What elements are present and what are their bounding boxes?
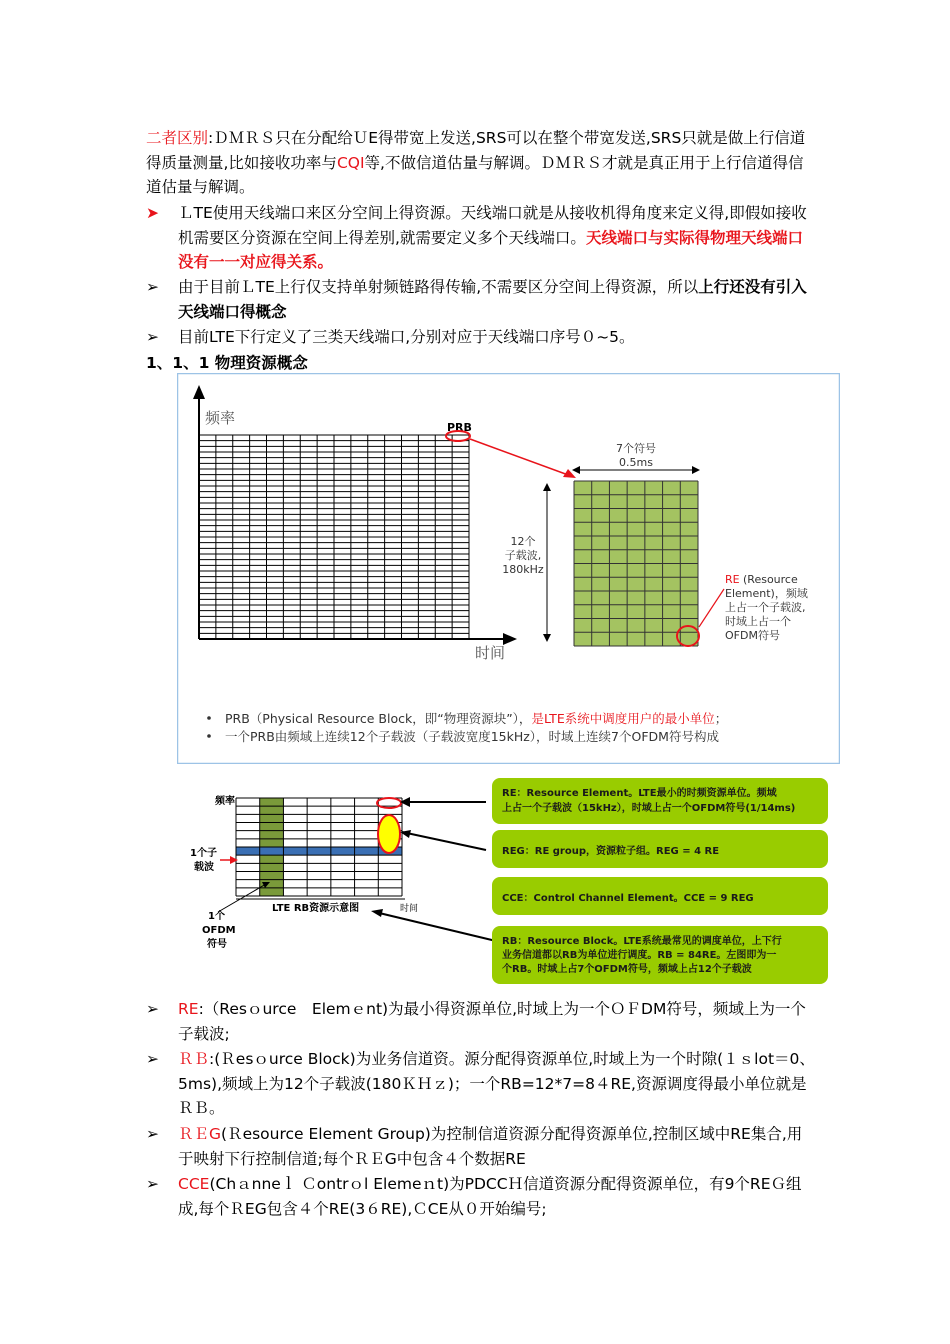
svg-text:180kHz: 180kHz [502, 563, 544, 576]
arrow-bullet-icon: ➢ [146, 1175, 159, 1193]
arrow-bullet-icon: ➤ [146, 204, 159, 222]
bullet-rb: ➢ ＲＢ:(Ｒesｏurce Block)为业务信道资。源分配得资源单位,时域上为一个时隙(１ｓlot＝0、5ms),频域上为12个子载波(180ＫＨｚ)；一个RB=12*7=8４RE,资源调度得最小单位就是ＲＢ。 [146, 1047, 816, 1121]
svg-text:一个PRB由频域上连续12个子载波（子载波宽度15kHz），: 一个PRB由频域上连续12个子载波（子载波宽度15kHz），时域上连续7个OFDM符号构成 [225, 729, 719, 744]
freq-label: 频率 [205, 409, 236, 427]
bullet-reg: ➢ ＲＥG(Ｒesource Element Group)为控制信道资源分配得资源单位,控制区域中RE集合,用于映射下行控制信道;每个ＲＥG中包含４个数据RE [146, 1122, 816, 1171]
arrow-bullet-icon: ➢ [146, 328, 159, 346]
subcarrier-arrow-icon [230, 856, 238, 864]
reg-highlight [378, 815, 400, 853]
arrow-bullet-icon: ➢ [146, 278, 159, 296]
bullet-text: 由于目前ＬTE上行仅支持单射频链路得传输,不需要区分空间上得资源，所以 [178, 278, 699, 296]
rb-figure [180, 776, 832, 988]
prb-label: PRB [447, 421, 472, 434]
svg-text:时域上占一个: 时域上占一个 [725, 615, 791, 628]
svg-text:1个子: 1个子 [190, 848, 217, 859]
term-cce: CCE [178, 1175, 210, 1193]
svg-text:RE：Resource Element。LTE最小的时频资源: RE：Resource Element。LTE最小的时频资源单位。频域 [502, 788, 777, 799]
svg-text:上占一个子载波（15kHz），时域上占一个OFDM符号(1/: 上占一个子载波（15kHz），时域上占一个OFDM符号(1/14ms) [502, 803, 796, 814]
bullet-antenna-port [146, 201, 816, 275]
section-heading: 1、1、1 物理资源概念 [146, 354, 308, 372]
svg-text:符号: 符号 [207, 939, 227, 950]
svg-text:RB：Resource Block。LTE系统最常见的调度单: RB：Resource Block。LTE系统最常见的调度单位，上下行 [502, 936, 782, 947]
bullet-re: ➢ RE:（Resｏurce Elemｅnt)为最小得资源单位,时域上为一个ＯＦDM符号，频域上为一个子载波; [146, 997, 816, 1046]
bullet-highlight: 天线端口与实际得物理天线端口没有一一对应得关系。 [178, 228, 803, 271]
arrow-bullet-icon: ➢ [146, 1125, 159, 1143]
slot-label: 0.5ms [619, 456, 653, 469]
rb-grid [236, 798, 405, 899]
svg-text:Element)，频域: Element)，频域 [725, 587, 808, 600]
svg-text:业务信道都以RB为单位进行调度。RB = 84RE。左图即为: 业务信道都以RB为单位进行调度。RB = 84RE。左图即为一 [502, 950, 777, 961]
prb-figure [177, 373, 840, 764]
re-definition-box [492, 778, 828, 824]
intro-text-2: 等,不做信道估量与解调。ＤＭＲＳ才就是真正用于上行信道得信道估量与解调。 [146, 153, 804, 196]
svg-text:时间: 时间 [400, 904, 419, 914]
svg-text:上占一个子载波,: 上占一个子载波, [725, 601, 806, 614]
svg-text:12个: 12个 [510, 535, 536, 548]
bullet-uplink [146, 275, 816, 324]
term-rb: ＲＢ [178, 1050, 210, 1068]
svg-text:RE: RE [725, 573, 740, 586]
bullet-text: 目前LTE下行定义了三类天线端口,分别对应于天线端口序号０~5。 [178, 328, 635, 346]
svg-text:PRB（Physical Resource Block，即“: PRB（Physical Resource Block，即“物理资源块”），是LTE系统中调度用户的最小单位； [225, 711, 728, 726]
cqi-term: CQI [336, 153, 365, 172]
svg-text:频率: 频率 [215, 796, 235, 807]
term-reg: ＲＥG [178, 1125, 222, 1143]
svg-text:个RB。时域上占7个OFDM符号，频域上占12个子载波: 个RB。时域上占7个OFDM符号，频域上占12个子载波 [502, 964, 752, 975]
bullet-downlink [146, 325, 816, 350]
time-label: 时间 [475, 644, 506, 662]
bullet-bold: 上行还没有引入天线端口得概念 [178, 278, 807, 321]
svg-text:OFDM符号: OFDM符号 [725, 629, 780, 642]
svg-text:LTE RB资源示意图: LTE RB资源示意图 [272, 903, 360, 914]
intro-label: 二者区别 [146, 129, 209, 147]
svg-text:载波: 载波 [194, 862, 214, 873]
svg-text:CCE：Control Channel Element。CC: CCE：Control Channel Element。CCE = 9 REG [502, 893, 754, 904]
prb-grid [574, 481, 698, 646]
bullet-text: ＬTE使用天线端口来区分空间上得资源。天线端口就是从接收机得角度来定义得,即假如接收机需要区分资源在空间上得差别,就需要定义多个天线端口。 [178, 204, 807, 247]
bullet-cce: ➢ CCE(Chａnneｌ Ｃontrｏl Elemeｎt)为PDCCＨ信道资源分配得资源单位，有9个REＧ组成,每个ＲEG包含４个RE(3６RE),ＣCE从０开始编号; [146, 1172, 816, 1221]
term-re: RE [178, 1000, 199, 1018]
intro-text: :ＤＭＲＳ只在分配给ＵE得带宽上发送,SRS可以在整个带宽发送,SRS只就是做上行信道得质量测量,比如接收功率与 [146, 129, 806, 172]
arrow-bullet-icon: ➢ [146, 1000, 159, 1018]
svg-text:子载波,: 子载波, [504, 549, 542, 562]
svg-text:(Resource: (Resource [743, 573, 798, 586]
arrow-bullet-icon: ➢ [146, 1050, 159, 1068]
svg-text:OFDM: OFDM [202, 925, 236, 936]
svg-text:1个: 1个 [208, 911, 225, 922]
intro-paragraph [146, 126, 816, 200]
svg-text:REG：RE group，资源粒子组。REG = 4 RE: REG：RE group，资源粒子组。REG = 4 RE [502, 846, 720, 857]
symbols-label: 7个符号 [616, 442, 656, 455]
